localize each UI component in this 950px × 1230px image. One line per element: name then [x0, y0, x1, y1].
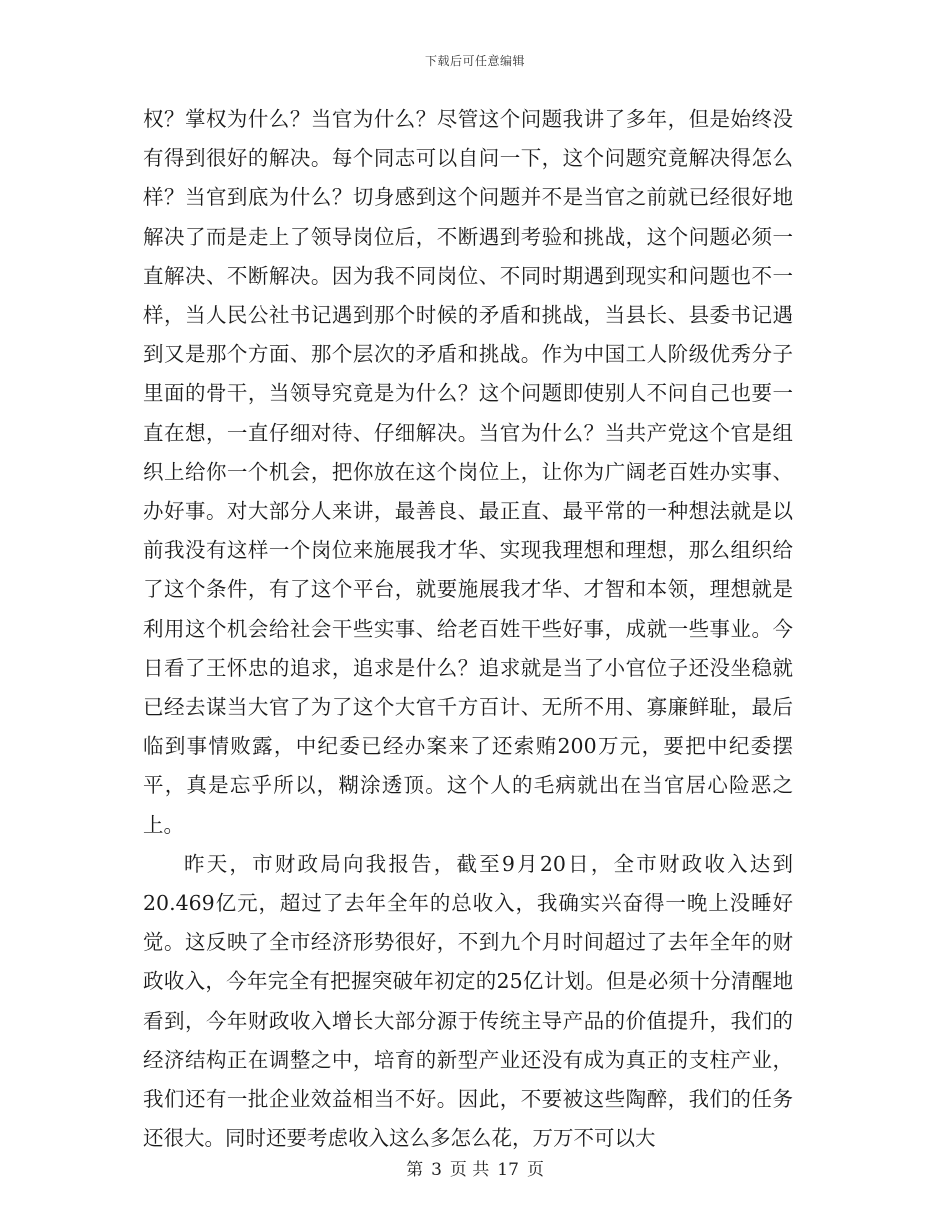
paragraph-1: 权？掌权为什么？当官为什么？尽管这个问题我讲了多年，但是始终没有得到很好的解决。每个同志可以自问一下，这个问题究竟解决得怎么样？当官到底为什么？切身感到这个问题并不是当官之前就已经很好地解决了而是走上了领导岗位后，不断遇到考验和挑战，这个问题必须一直解决、不断解决。因为我不同岗位、不同时期遇到现实和问题也不一样，当人民公社书记遇到那个时候的矛盾和挑战，当县长、县委书记遇到又是那个方面、那个层次的矛盾和挑战。作为中国工人阶级优秀分子里面的骨干，当领导究竟是为什么？这个问题即使别人不问自己也要一直在想，一直仔细对待、仔细解决。当官为什么？当共产党这个官是组织上给你一个机会，把你放在这个岗位上，让你为广阔老百姓办实事、办好事。对大部分人来讲，最善良、最正直、最平常的一种想法就是以前我没有这样一个岗位来施展我才华、实现我理想和理想，那么组织给了这个条件，有了这个平台，就要施展我才华、才智和本领，理想就是利用这个机会给社会干些实事、给老百姓干些好事，成就一些事业。今日看了王怀忠的追求，追求是什么？追求就是当了小官位子还没坐稳就已经去谋当大官了为了这个大官千方百计、无所不用、寡廉鲜耻，最后临到事情败露，中纪委已经办案来了还索贿200万元，要把中纪委摆平，真是忘乎所以，糊涂透顶。这个人的毛病就出在当官居心险恶之上。: [143, 107, 793, 837]
paragraph-2: 昨天，市财政局向我报告，截至9月20日，全市财政收入达到20.469亿元，超过了去年全年的总收入，我确实兴奋得一晚上没睡好觉。这反映了全市经济形势很好，不到九个月时间超过了去年全年的财政收入，今年完全有把握突破年初定的25亿计划。但是必须十分清醒地看到，今年财政收入增长大部分源于传统主导产品的价值提升，我们的经济结构正在调整之中，培育的新型产业还没有成为真正的支柱产业，我们还有一批企业效益相当不好。因此，不要被这些陶醉，我们的任务还很大。同时还要考虑收入这么多怎么花，万万不可以大: [143, 851, 793, 1151]
footer-total-pages: 17: [497, 1160, 519, 1180]
page-header: 下载后可任意编辑: [424, 54, 525, 68]
page-footer: [0, 1155, 950, 1180]
footer-suffix: 页: [526, 1160, 544, 1180]
footer-middle: 页 共: [449, 1160, 490, 1180]
document-body: [143, 100, 793, 1158]
footer-current-page: 3: [431, 1160, 442, 1180]
footer-prefix: 第: [406, 1160, 424, 1180]
